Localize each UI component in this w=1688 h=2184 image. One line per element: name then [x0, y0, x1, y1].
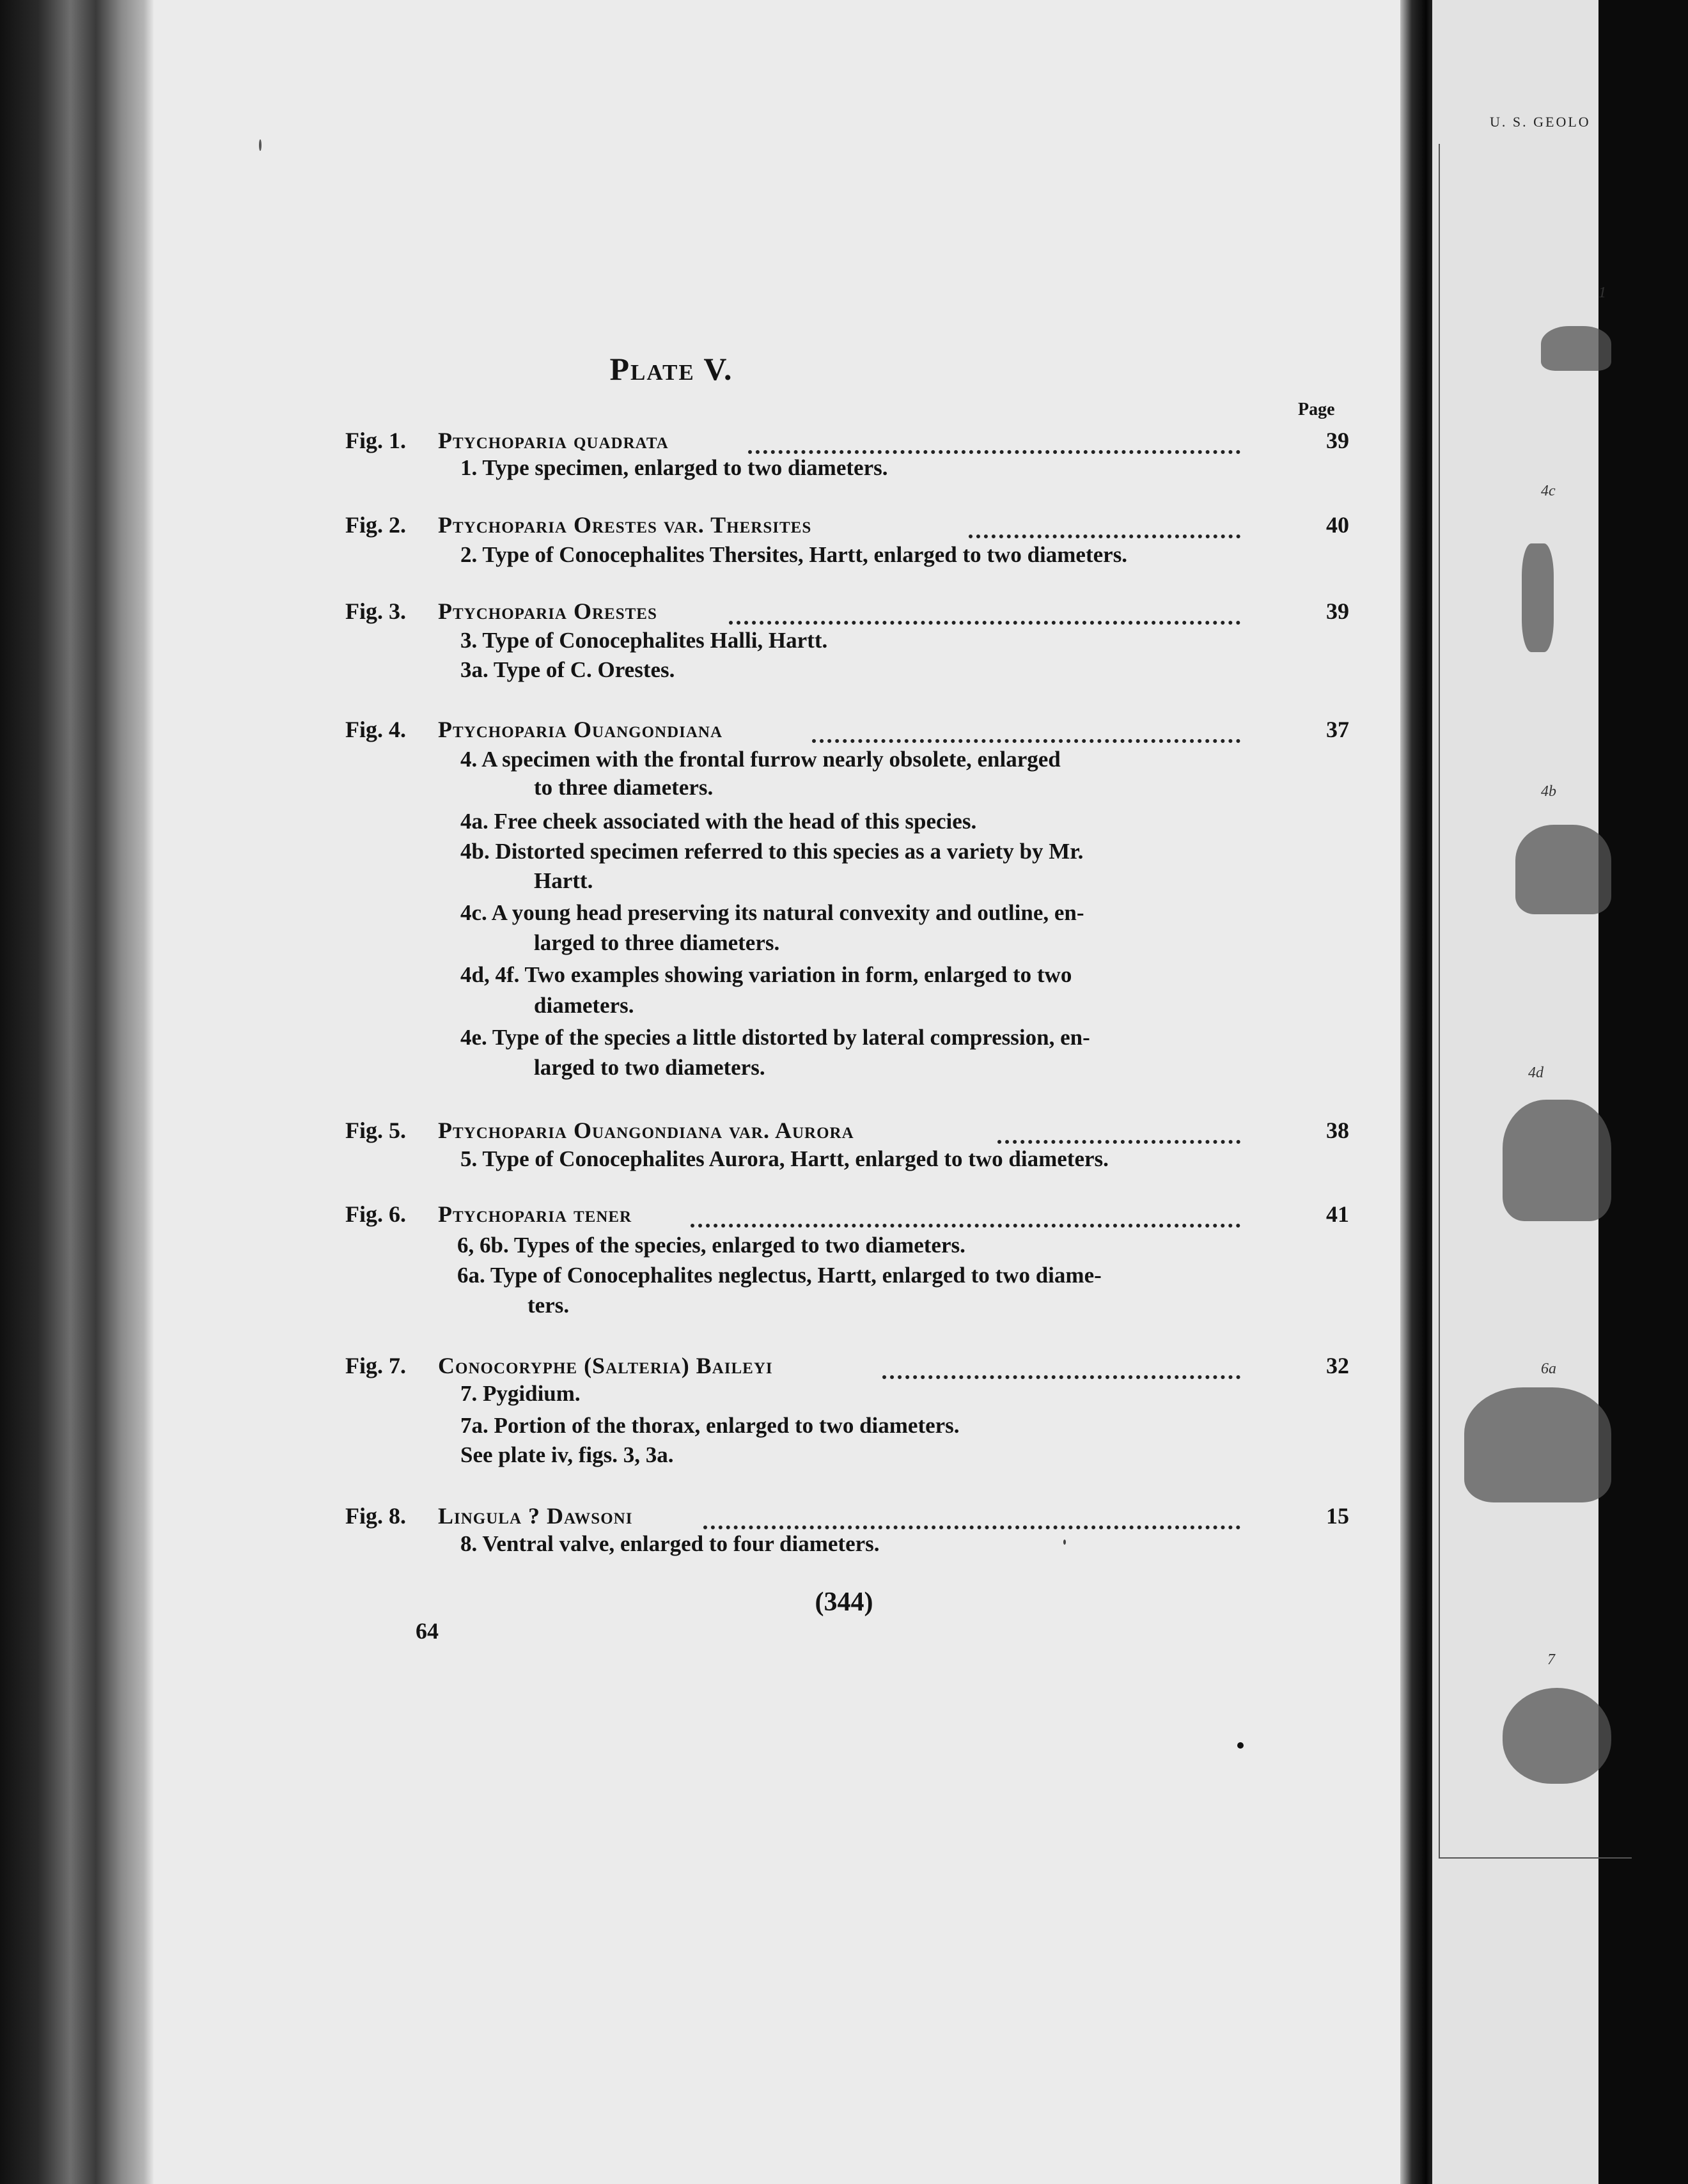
figure-description: 3. Type of Conocephalites Halli, Hartt. — [460, 628, 828, 653]
figure-description: 8. Ventral valve, enlarged to four diameters. — [460, 1531, 880, 1556]
species-name: Ptychoparia tener — [438, 1201, 632, 1227]
dot-leaders — [997, 1123, 1240, 1144]
plate-number: (344) — [815, 1587, 873, 1617]
figure-entry-3 — [345, 598, 1349, 626]
facing-figure-6a — [1464, 1387, 1611, 1502]
figure-description: larged to three diameters. — [534, 930, 780, 955]
page-number: 32 — [1326, 1353, 1349, 1378]
species-name: Ptychoparia quadrata — [438, 428, 669, 453]
book-edge — [0, 0, 153, 2184]
figure-entry-4 — [345, 716, 1349, 744]
figure-description: See plate iv, figs. 3, 3a. — [460, 1442, 674, 1467]
species-name: Ptychoparia Ouangondiana — [438, 717, 723, 742]
figure-description: 1. Type specimen, enlarged to two diameters. — [460, 455, 888, 480]
facing-figure-4d — [1503, 1100, 1611, 1221]
page-number: 15 — [1326, 1503, 1349, 1529]
print-speck — [1237, 1742, 1244, 1749]
facing-figure-4c — [1522, 543, 1554, 652]
figure-description: 4b. Distorted specimen referred to this species as a variety by Mr. — [460, 839, 1084, 864]
dot-leaders — [812, 722, 1240, 743]
species-name: Conocoryphe (Salteria) Baileyi — [438, 1353, 773, 1378]
figure-label: Fig. 5. — [345, 1118, 406, 1143]
figure-description: 6a. Type of Conocephalites neglectus, Hartt, enlarged to two diame- — [457, 1263, 1102, 1288]
figure-description: diameters. — [534, 993, 634, 1018]
facing-figure-label: 4d — [1528, 1065, 1543, 1081]
figure-entry-2 — [345, 511, 1349, 540]
dot-leaders — [703, 1509, 1240, 1529]
figure-label: Fig. 3. — [345, 598, 406, 624]
plate-title: Plate V. — [609, 351, 733, 387]
page — [153, 0, 1400, 2184]
figure-description: 4e. Type of the species a little distorted by lateral compression, en- — [460, 1025, 1090, 1050]
facing-page — [1432, 0, 1606, 2184]
species-name: Ptychoparia Orestes var. Thersites — [438, 512, 812, 538]
figure-entry-1 — [345, 427, 1349, 455]
facing-figure-label: 4c — [1541, 483, 1556, 499]
figure-entry-8 — [345, 1502, 1349, 1531]
figure-description: 6, 6b. Types of the species, enlarged to two diameters. — [457, 1233, 965, 1258]
figure-description: 3a. Type of C. Orestes. — [460, 657, 675, 682]
print-speck — [1063, 1540, 1066, 1545]
figure-description: 4d, 4f. Two examples showing variation in form, enlarged to two — [460, 962, 1072, 987]
facing-figure-label: 1 — [1598, 285, 1606, 301]
dot-leaders — [748, 433, 1240, 454]
facing-figure-1 — [1541, 326, 1611, 371]
facing-figure-label: 7 — [1547, 1651, 1555, 1668]
dot-leaders — [882, 1359, 1240, 1379]
facing-figure-label: 6a — [1541, 1361, 1556, 1377]
folio-number: 64 — [416, 1618, 439, 1644]
facing-figure-label: 4b — [1541, 783, 1556, 800]
facing-page-header: U. S. GEOLO — [1490, 114, 1591, 130]
figure-label: Fig. 7. — [345, 1353, 406, 1378]
figure-entry-7 — [345, 1352, 1349, 1380]
dot-leaders — [691, 1207, 1240, 1228]
species-name: Ptychoparia Orestes — [438, 598, 657, 624]
page-number: 37 — [1326, 717, 1349, 742]
page-number: 38 — [1326, 1118, 1349, 1143]
figure-description: larged to two diameters. — [534, 1055, 765, 1080]
print-speck — [259, 139, 262, 151]
figure-label: Fig. 4. — [345, 717, 406, 742]
figure-description: 5. Type of Conocephalites Aurora, Hartt, enlarged to two diameters. — [460, 1146, 1109, 1171]
figure-entry-6 — [345, 1201, 1349, 1229]
book-gutter — [1400, 0, 1432, 2184]
dot-leaders — [969, 518, 1240, 538]
figure-description: 7a. Portion of the thorax, enlarged to two diameters. — [460, 1413, 960, 1438]
page-number: 39 — [1326, 598, 1349, 624]
figure-label: Fig. 6. — [345, 1201, 406, 1227]
figure-description: 4a. Free cheek associated with the head of this species. — [460, 809, 977, 834]
figure-label: Fig. 1. — [345, 428, 406, 453]
figure-description: 4. A specimen with the frontal furrow nearly obsolete, enlarged — [460, 747, 1061, 772]
dot-leaders — [729, 604, 1240, 625]
species-name: Lingula ? Dawsoni — [438, 1503, 633, 1529]
species-name: Ptychoparia Ouangondiana var. Aurora — [438, 1118, 854, 1143]
facing-figure-4b — [1515, 825, 1611, 914]
figure-label: Fig. 2. — [345, 512, 406, 538]
figure-entry-5 — [345, 1117, 1349, 1145]
figure-description: to three diameters. — [534, 775, 714, 800]
page-column-heading: Page — [1298, 400, 1335, 419]
page-number: 40 — [1326, 512, 1349, 538]
figure-description: 7. Pygidium. — [460, 1381, 581, 1406]
page-number: 39 — [1326, 428, 1349, 453]
figure-description: 2. Type of Conocephalites Thersites, Hartt, enlarged to two diameters. — [460, 542, 1128, 567]
page-number: 41 — [1326, 1201, 1349, 1227]
figure-label: Fig. 8. — [345, 1503, 406, 1529]
figure-description: Hartt. — [534, 868, 593, 893]
figure-description: 4c. A young head preserving its natural convexity and outline, en- — [460, 900, 1084, 925]
facing-figure-7 — [1503, 1688, 1611, 1784]
figure-description: ters. — [528, 1293, 570, 1318]
